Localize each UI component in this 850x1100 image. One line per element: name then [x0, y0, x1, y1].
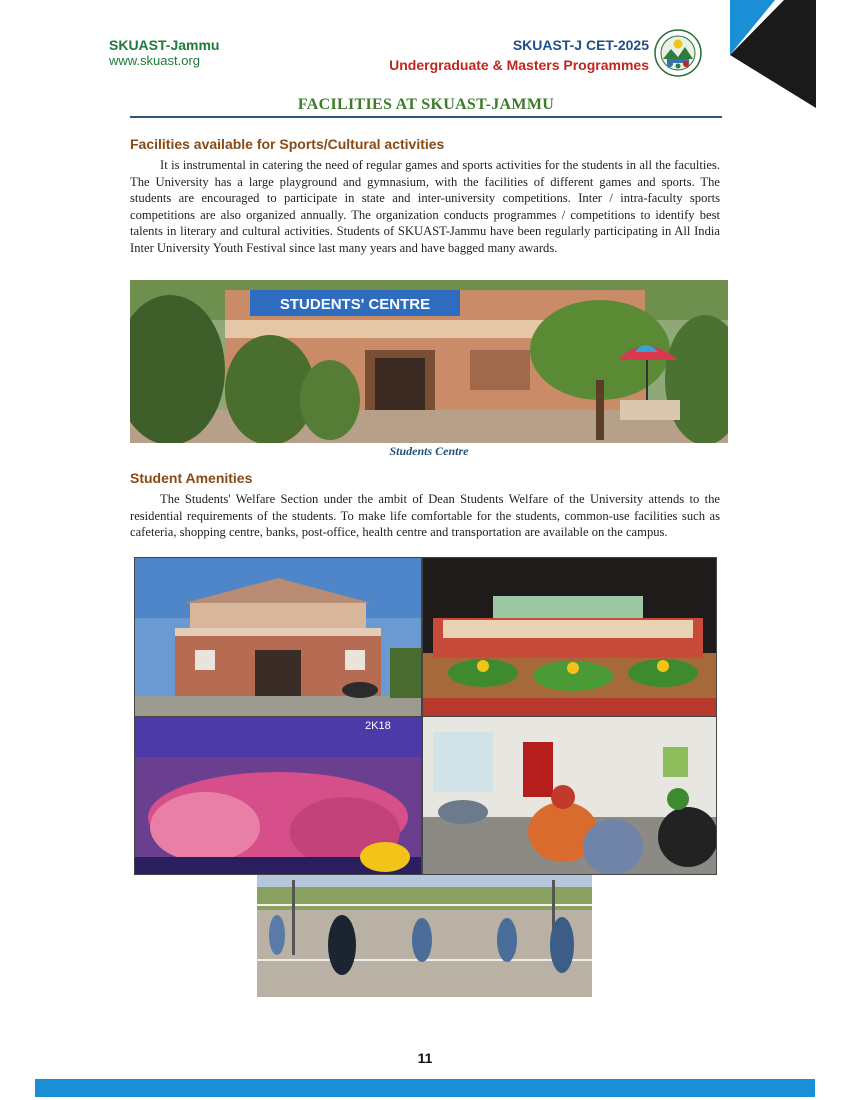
students-centre-photo [130, 280, 728, 443]
students-centre-caption: Students Centre [389, 444, 469, 458]
amenities-heading: Student Amenities [130, 470, 253, 486]
programmes-title: Undergraduate & Masters Programmes [389, 57, 649, 73]
cafeteria-photo [422, 716, 717, 875]
sports-heading: Facilities available for Sports/Cultural activities [130, 136, 445, 152]
header-right [389, 37, 649, 74]
amenities-paragraph: The Students' Welfare Section under the ambit of Dean Students Welfare of the University attends to the residential requirements of the students. To make life comfortable for the students, common-use facilities such as cafeteria, shopping centre, banks, post-office, health centre and transportation are available on the campus. [130, 492, 720, 540]
exam-title: SKUAST-J CET-2025 [512, 37, 649, 53]
website-link[interactable]: www.skuast.org [109, 53, 201, 68]
banner-year: 2K18 [365, 720, 391, 732]
corner-decoration [730, 0, 816, 110]
youth-festival-photo [134, 716, 422, 875]
students-centre-sign: STUDENTS' CENTRE [279, 296, 431, 313]
auditorium-photo [134, 557, 422, 717]
header-left [109, 37, 219, 68]
volleyball-photo [257, 875, 592, 997]
university-logo [654, 29, 702, 77]
page-title: FACILITIES AT SKUAST-JAMMU [297, 96, 555, 113]
title-divider [130, 116, 722, 118]
cultural-stage-photo [422, 557, 717, 717]
footer-bar [35, 1079, 815, 1097]
org-name: SKUAST-Jammu [109, 37, 220, 53]
sports-paragraph: It is instrumental in catering the need of regular games and sports activities for the students in all the faculties. The University has a large playground and gymnasium, with the facilities of different games and sports. The students are encouraged to participate in state and inter-university competitions. Inter / intra-faculty sports competitions are also organized annually. The organization conducts programmes / competitions to identify best talents in literary and cultural activities. Students of SKUAST-Jammu have been regularly participating in All India Inter University Youth Festival since last many years and have bagged many awards. [130, 158, 720, 255]
page-number: 11 [417, 1050, 433, 1066]
